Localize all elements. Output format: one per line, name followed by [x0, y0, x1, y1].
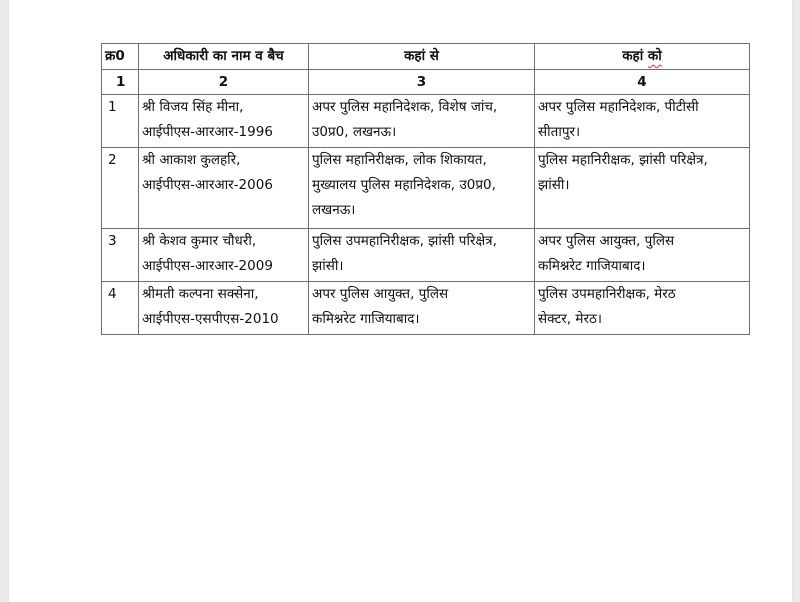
from-line: अपर पुलिस महानिदेशक, विशेष जांच,	[312, 99, 498, 115]
to-cell	[535, 95, 750, 148]
officer-batch: आईपीएस-आरआर-2006	[142, 177, 273, 193]
to-cell	[535, 148, 750, 229]
officer-cell	[139, 95, 309, 148]
officer-name: श्री विजय सिंह मीना,	[142, 99, 244, 115]
serial-cell: 4	[102, 282, 139, 335]
column-number: 1	[102, 70, 139, 95]
to-line: झांसी।	[538, 177, 570, 193]
header-officer: अधिकारी का नाम व बैच	[139, 44, 309, 70]
officer-batch: आईपीएस-आरआर-1996	[142, 124, 273, 140]
officer-name: श्री केशव कुमार चौधरी,	[142, 233, 257, 249]
to-line: सीतापुर।	[538, 124, 581, 140]
header-serial: क्र0	[102, 44, 139, 70]
from-cell	[309, 229, 535, 282]
header-row	[102, 44, 750, 70]
to-line: पुलिस महानिरीक्षक, झांसी परिक्षेत्र,	[538, 152, 708, 168]
officer-cell	[139, 148, 309, 229]
officer-name: श्री आकाश कुलहरि,	[142, 152, 241, 168]
from-line: उ0प्र0, लखनऊ।	[312, 124, 397, 140]
officer-batch: आईपीएस-एसपीएस-2010	[142, 311, 279, 327]
from-line: मुख्यालय पुलिस महानिदेशक, उ0प्र0,	[312, 177, 496, 193]
column-number-row	[102, 70, 750, 95]
officer-batch: आईपीएस-आरआर-2009	[142, 258, 273, 274]
column-number: 4	[535, 70, 750, 95]
table-row	[102, 282, 750, 335]
to-line: सेक्टर, मेरठ।	[538, 311, 602, 327]
officer-name: श्रीमती कल्पना सक्सेना,	[142, 286, 259, 302]
column-number: 3	[309, 70, 535, 95]
to-line: पुलिस उपमहानिरीक्षक, मेरठ	[538, 286, 676, 302]
to-line: अपर पुलिस महानिदेशक, पीटीसी	[538, 99, 699, 115]
table-row	[102, 148, 750, 229]
header-to-prefix: कहां	[622, 48, 648, 64]
to-cell	[535, 282, 750, 335]
officer-cell	[139, 282, 309, 335]
to-cell	[535, 229, 750, 282]
serial-cell: 1	[102, 95, 139, 148]
header-from: कहां से	[309, 44, 535, 70]
serial-cell: 3	[102, 229, 139, 282]
header-to	[535, 44, 750, 70]
column-number: 2	[139, 70, 309, 95]
from-line: कमिश्नरेट गाजियाबाद।	[312, 311, 420, 327]
to-line: कमिश्नरेट गाजियाबाद।	[538, 258, 646, 274]
from-cell	[309, 95, 535, 148]
from-line: पुलिस उपमहानिरीक्षक, झांसी परिक्षेत्र,	[312, 233, 497, 249]
transfer-table	[101, 43, 750, 335]
document-page	[9, 0, 792, 602]
serial-cell: 2	[102, 148, 139, 229]
table-row	[102, 229, 750, 282]
to-line: अपर पुलिस आयुक्त, पुलिस	[538, 233, 675, 249]
from-line: झांसी।	[312, 258, 344, 274]
spellcheck-underlined-word: को	[647, 48, 662, 64]
from-line: पुलिस महानिरीक्षक, लोक शिकायत,	[312, 152, 487, 168]
from-cell	[309, 148, 535, 229]
table-row	[102, 95, 750, 148]
from-line: अपर पुलिस आयुक्त, पुलिस	[312, 286, 449, 302]
officer-cell	[139, 229, 309, 282]
from-cell	[309, 282, 535, 335]
from-line: लखनऊ।	[312, 202, 356, 218]
